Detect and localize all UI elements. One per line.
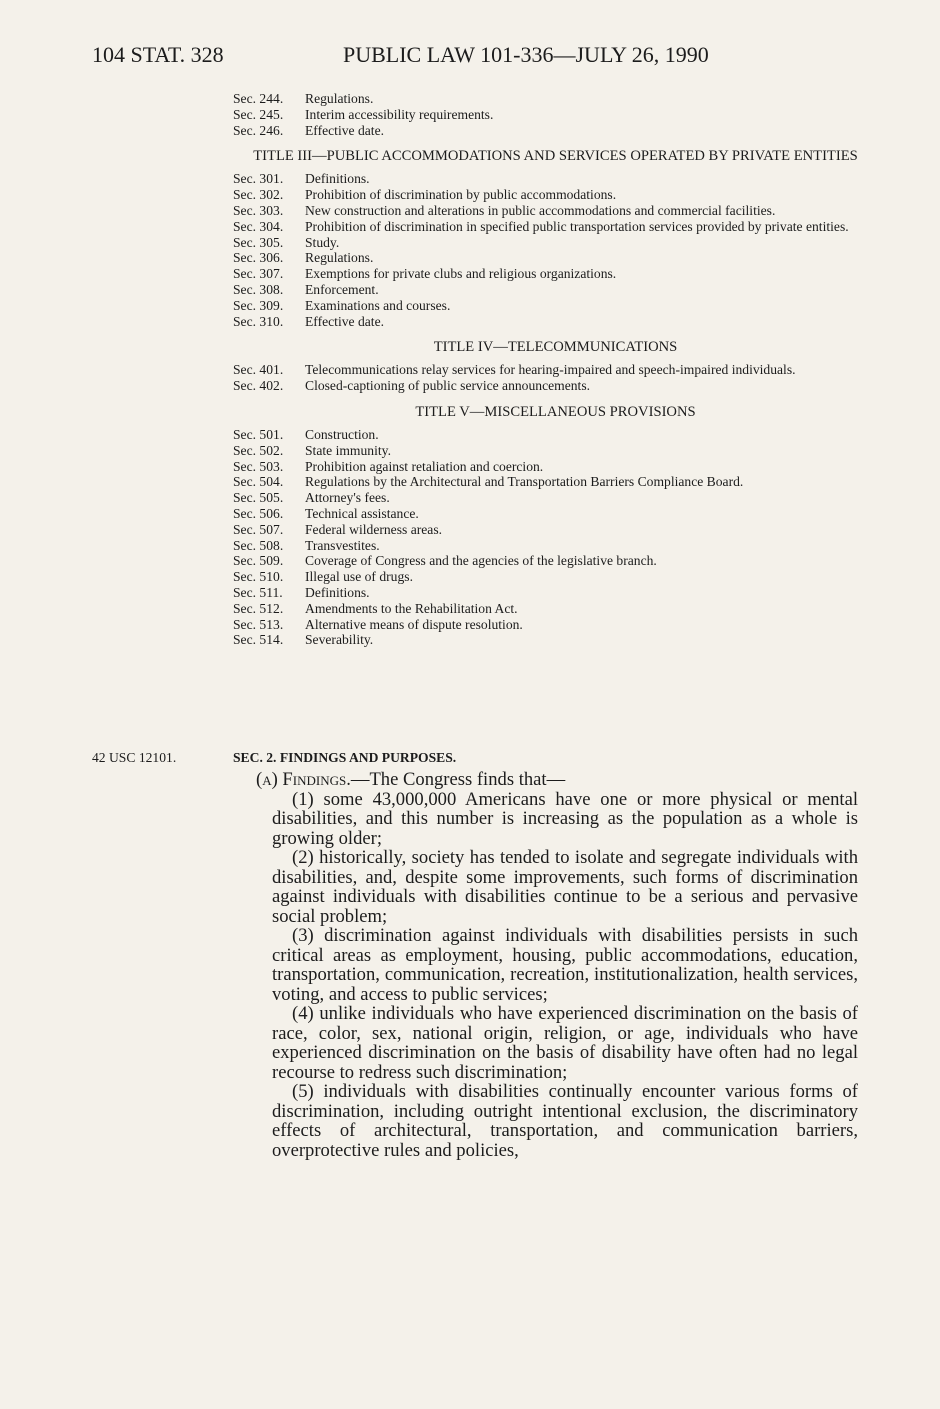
toc-entry [233, 459, 858, 475]
toc-section-number: Sec. 514. [233, 632, 284, 648]
title-iv-heading: TITLE IV—TELECOMMUNICATIONS [433, 339, 678, 356]
toc-section-title: Telecommunications relay services for hearing-impaired and speech-impaired individuals. [305, 362, 796, 378]
toc-section-title: Severability. [305, 632, 374, 648]
toc-entry [233, 474, 858, 490]
toc-entry [233, 553, 858, 569]
toc-section-number: Sec. 510. [233, 569, 284, 585]
finding-paragraph: (2) historically, society has tended to isolate and segregate individuals with disabilities, and, despite some improvements, such forms of discrimination against individuals with disabilities continue to be a serious and pervasive social problem; [272, 847, 858, 927]
toc-section-number: Sec. 502. [233, 442, 284, 458]
toc-entry [233, 490, 858, 506]
toc-section-title: Prohibition of discrimination in specified public transportation services provided by private entities. [305, 218, 849, 234]
toc-entry [233, 632, 858, 648]
toc-entry [233, 617, 858, 633]
finding-paragraph: (5) individuals with disabilities continually encounter various forms of discrimination, including outright intentional exclusion, the discriminatory effects of architectural, transportation, and communication barriers, overprotective rules and policies, [272, 1081, 858, 1161]
statute-page-reference: 104 STAT. 328 [92, 42, 224, 67]
toc-entry [233, 569, 858, 585]
toc-section-number: Sec. 305. [233, 234, 284, 250]
title-v-heading: TITLE V—MISCELLANEOUS PROVISIONS [415, 403, 696, 420]
toc-section-title: Effective date. [305, 313, 385, 329]
toc-section-number: Sec. 310. [233, 313, 284, 329]
toc-section-title: Federal wilderness areas. [305, 521, 443, 537]
toc-group-title5 [233, 427, 858, 648]
page-header [0, 42, 940, 76]
title-iii-heading: TITLE III—PUBLIC ACCOMMODATIONS AND SERVICES OPERATED BY PRIVATE ENTITIES [253, 148, 858, 165]
toc-entry [233, 203, 858, 219]
toc-entry [233, 585, 858, 601]
findings-label: (a) Findings. [256, 769, 351, 790]
toc-section-title: Transvestites. [305, 537, 380, 553]
finding-paragraph: (1) some 43,000,000 Americans have one or more physical or mental disabilities, and this number is increasing as the population as a whole is growing older; [272, 788, 858, 849]
toc-section-title: Closed-captioning of public service announcements. [305, 378, 591, 394]
toc-section-number: Sec. 246. [233, 122, 284, 138]
toc-section-title: Attorney's fees. [305, 490, 390, 506]
toc-entry [233, 522, 858, 538]
toc-section-number: Sec. 303. [233, 202, 284, 218]
toc-section-number: Sec. 508. [233, 537, 284, 553]
toc-section-number: Sec. 511. [233, 584, 283, 600]
toc-section-number: Sec. 304. [233, 218, 284, 234]
public-law-title: PUBLIC LAW 101-336—JULY 26, 1990 [343, 42, 709, 67]
toc-entry [233, 107, 858, 123]
toc-section-title: Definitions. [305, 171, 370, 187]
toc-entry [233, 123, 858, 139]
toc-section-title: Study. [305, 234, 340, 250]
toc-section-title: Interim accessibility requirements. [305, 106, 494, 122]
toc-section-title: Construction. [305, 426, 379, 442]
toc-section-title: New construction and alterations in public accommodations and commercial facilities. [305, 202, 776, 218]
findings-intro-line [256, 770, 858, 790]
toc-section-number: Sec. 307. [233, 266, 284, 282]
table-of-contents [233, 91, 858, 648]
toc-section-title: Exemptions for private clubs and religious organizations. [305, 266, 617, 282]
toc-entry [233, 443, 858, 459]
toc-group-title2 [233, 91, 858, 138]
toc-entry [233, 378, 858, 394]
toc-section-number: Sec. 506. [233, 505, 284, 521]
toc-entry [233, 250, 858, 266]
finding-paragraph: (4) unlike individuals who have experienced discrimination on the basis of race, color, sex, national origin, religion, or age, individuals who have experienced discrimination on the basis of disability have often had no legal recourse to redress such discrimination; [272, 1003, 858, 1083]
toc-section-title: Definitions. [305, 584, 370, 600]
findings-intro: —The Congress finds that— [350, 769, 566, 790]
toc-section-title: Effective date. [305, 122, 385, 138]
section-2-body [256, 769, 858, 1161]
toc-section-number: Sec. 402. [233, 378, 284, 394]
toc-section-title: Regulations. [305, 91, 374, 106]
toc-section-number: Sec. 507. [233, 521, 284, 537]
toc-group-title4 [233, 362, 858, 394]
toc-entry [233, 91, 858, 107]
toc-section-number: Sec. 509. [233, 553, 284, 569]
toc-entry [233, 314, 858, 330]
toc-entry [233, 506, 858, 522]
toc-section-number: Sec. 401. [233, 362, 284, 378]
toc-section-title: Illegal use of drugs. [305, 569, 413, 585]
toc-section-number: Sec. 244. [233, 91, 284, 106]
toc-section-number: Sec. 513. [233, 616, 284, 632]
toc-entry [233, 538, 858, 554]
toc-section-title: Coverage of Congress and the agencies of the legislative branch. [305, 553, 657, 569]
toc-section-number: Sec. 505. [233, 490, 284, 506]
toc-section-title: Examinations and courses. [305, 297, 451, 313]
toc-section-title: Regulations by the Architectural and Transportation Barriers Compliance Board. [305, 474, 744, 490]
toc-section-title: Alternative means of dispute resolution. [305, 616, 523, 632]
toc-section-title: Regulations. [305, 250, 374, 266]
toc-section-title: Enforcement. [305, 281, 379, 297]
toc-entry [233, 171, 858, 187]
finding-paragraph: (3) discrimination against individuals with disabilities persists in such critical areas as employment, housing, public accommodations, education, transportation, communication, recreation, institutionalization, health services, voting, and access to public services; [272, 925, 858, 1005]
usc-citation-sidenote: 42 USC 12101. [92, 750, 177, 765]
toc-section-title: Amendments to the Rehabilitation Act. [305, 600, 518, 616]
toc-section-number: Sec. 308. [233, 281, 284, 297]
section-2-heading: SEC. 2. FINDINGS AND PURPOSES. [233, 750, 457, 765]
toc-section-title: State immunity. [305, 442, 391, 458]
toc-entry [233, 266, 858, 282]
toc-entry [233, 187, 858, 203]
toc-entry [233, 298, 858, 314]
toc-section-title: Prohibition against retaliation and coercion. [305, 458, 544, 474]
toc-entry [233, 235, 858, 251]
toc-section-number: Sec. 504. [233, 474, 284, 490]
toc-entry [233, 362, 858, 378]
toc-section-number: Sec. 309. [233, 297, 284, 313]
toc-section-number: Sec. 512. [233, 600, 284, 616]
toc-section-title: Technical assistance. [305, 505, 419, 521]
toc-section-title: Prohibition of discrimination by public accommodations. [305, 187, 617, 203]
toc-entry [233, 601, 858, 617]
toc-entry [233, 219, 858, 235]
toc-section-number: Sec. 503. [233, 458, 284, 474]
toc-section-number: Sec. 245. [233, 106, 284, 122]
toc-section-number: Sec. 501. [233, 426, 284, 442]
toc-section-number: Sec. 302. [233, 187, 284, 203]
toc-group-title3 [233, 171, 858, 329]
toc-section-number: Sec. 306. [233, 250, 284, 266]
toc-section-number: Sec. 301. [233, 171, 284, 187]
toc-entry [233, 282, 858, 298]
toc-entry [233, 427, 858, 443]
